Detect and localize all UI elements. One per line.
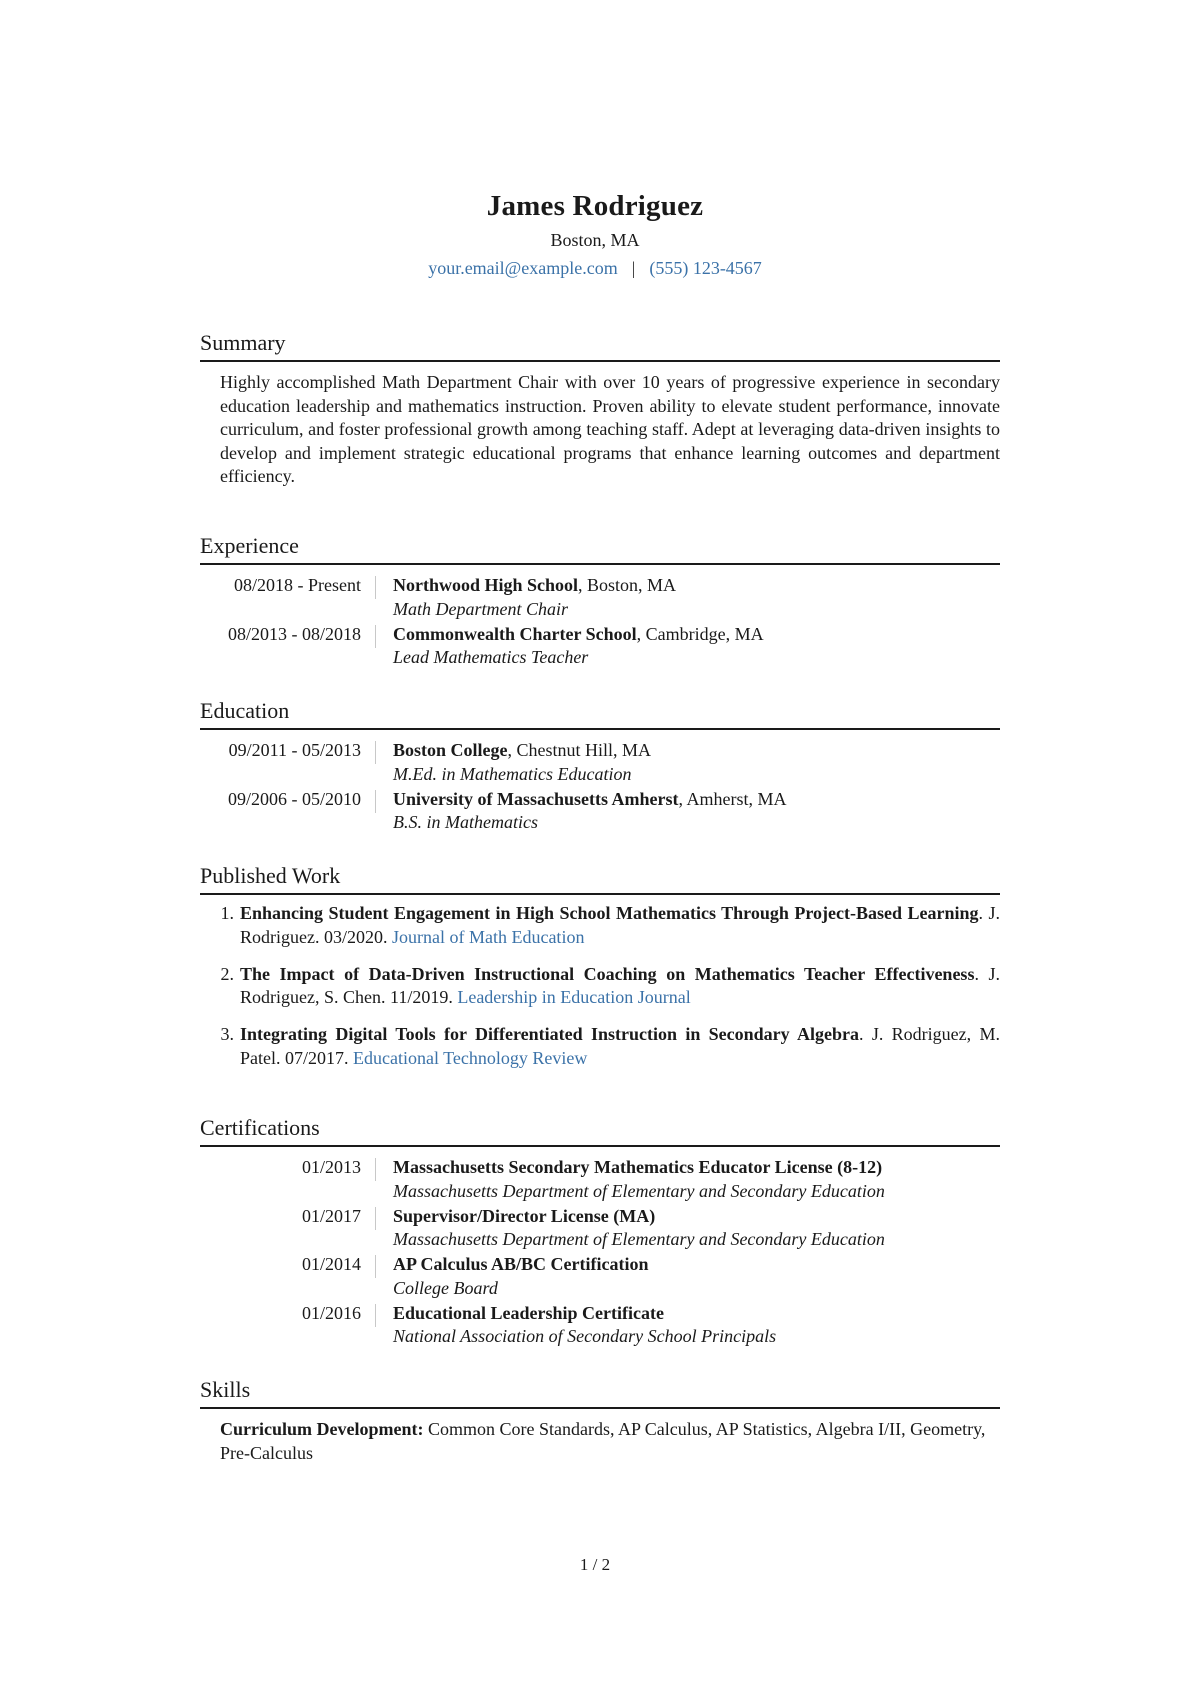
certification-list: [200, 1156, 1000, 1350]
entry-date: 08/2018 - Present: [200, 576, 376, 599]
certification-entry: [200, 1156, 1000, 1205]
role-title: Math Department Chair: [393, 598, 568, 619]
skills-text: [220, 1418, 1010, 1465]
publication-list: [200, 902, 1000, 1084]
certification-issuer: National Association of Secondary School Principals: [393, 1326, 777, 1346]
certification-entry: [200, 1302, 1000, 1351]
education-list: [200, 739, 1000, 836]
publication-title: Integrating Digital Tools for Differentiated Instruction in Secondary Algebra: [240, 1024, 859, 1044]
certification-name: Massachusetts Secondary Mathematics Educator License (8-12): [393, 1157, 883, 1177]
certification-name: AP Calculus AB/BC Certification: [393, 1254, 649, 1274]
certification-entry: [200, 1253, 1000, 1302]
contact-line: [0, 256, 1190, 280]
education-entry: [200, 739, 1000, 788]
certification-name: Supervisor/Director License (MA): [393, 1205, 656, 1226]
institution-name: Boston College: [393, 740, 508, 760]
summary-heading: Summary: [200, 329, 1000, 362]
publication-title: Enhancing Student Engagement in High School Mathematics Through Project-Based Learning: [240, 903, 979, 923]
certification-issuer: Massachusetts Department of Elementary and Secondary Education: [393, 1180, 885, 1201]
resume-header: [0, 188, 1190, 280]
entry-body: [376, 1302, 776, 1351]
publication-number: 2.: [220, 963, 234, 984]
entry-body: [376, 623, 764, 672]
entry-body: [376, 574, 676, 623]
certifications-heading: Certifications: [200, 1114, 1000, 1147]
certification-name: Educational Leadership Certificate: [393, 1302, 664, 1323]
skill-items: Common Core Standards, AP Calculus, AP Statistics, Algebra I/II, Geometry, Pre-Calculus: [220, 1419, 986, 1463]
entry-body: [376, 788, 786, 837]
publication-details: . J. Rodriguez. 03/2020.: [240, 903, 1000, 947]
entry-date: 01/2016: [200, 1304, 376, 1327]
organization-name: Commonwealth Charter School: [393, 623, 637, 644]
experience-list: [200, 574, 1000, 671]
summary-text: Highly accomplished Math Department Chair with over 10 years of progressive experience in secondary education leadership and mathematics instruction. Proven ability to elevate student performance, innovate curriculum, and foster professional growth among teaching staff. Adept at leveraging data-driven insights to develop and implement strategic educational programs that enhance learning outcomes and department efficiency.: [220, 372, 1000, 486]
publication-item: [200, 1023, 1000, 1070]
publication-number: 1.: [220, 903, 234, 923]
institution-location: , Chestnut Hill, MA: [507, 740, 652, 760]
entry-date: 01/2014: [200, 1255, 376, 1278]
organization-name: Northwood High School: [393, 575, 579, 595]
experience-heading: Experience: [200, 532, 1000, 565]
organization-location: , Boston, MA: [578, 575, 677, 595]
publication-item: [200, 902, 1000, 949]
publication-details: . J. Rodriguez, M. Patel. 07/2017.: [240, 1024, 1000, 1068]
experience-entry: [200, 574, 1000, 623]
published-work-heading: Published Work: [200, 862, 1000, 895]
phone-link[interactable]: (555) 123-4567: [649, 258, 762, 278]
email-link[interactable]: your.email@example.com: [428, 258, 618, 278]
entry-date: 01/2017: [200, 1207, 376, 1230]
certification-issuer: Massachusetts Department of Elementary and Secondary Education: [393, 1229, 885, 1249]
education-entry: [200, 788, 1000, 837]
degree: B.S. in Mathematics: [393, 812, 538, 832]
publication-number: 3.: [220, 1024, 234, 1044]
certification-issuer: College Board: [393, 1277, 498, 1298]
contact-separator: |: [631, 258, 636, 278]
skill-category: Curriculum Development:: [220, 1419, 424, 1439]
certification-entry: [200, 1205, 1000, 1254]
entry-body: [376, 739, 651, 788]
degree: M.Ed. in Mathematics Education: [393, 763, 632, 784]
institution-name: University of Massachusetts Amherst: [393, 788, 679, 809]
entry-date: 09/2011 - 05/2013: [200, 741, 376, 764]
entry-date: 09/2006 - 05/2010: [200, 790, 376, 813]
publication-details: . J. Rodriguez, S. Chen. 11/2019.: [240, 963, 1000, 1007]
entry-date: 08/2013 - 08/2018: [200, 625, 376, 648]
journal-link[interactable]: Journal of Math Education: [391, 926, 585, 947]
education-heading: Education: [200, 697, 1000, 730]
institution-location: , Amherst, MA: [678, 788, 787, 809]
entry-body: [376, 1205, 885, 1254]
journal-link[interactable]: Educational Technology Review: [353, 1047, 588, 1068]
skills-heading: Skills: [200, 1376, 1000, 1409]
entry-date: 01/2013: [200, 1158, 376, 1181]
organization-location: , Cambridge, MA: [636, 623, 764, 644]
person-name: James Rodriguez: [486, 190, 704, 222]
publication-item: [200, 963, 1000, 1010]
experience-entry: [200, 623, 1000, 672]
journal-link[interactable]: Leadership in Education Journal: [457, 987, 691, 1007]
role-title: Lead Mathematics Teacher: [393, 647, 589, 667]
location: Boston, MA: [550, 230, 640, 250]
publication-title: The Impact of Data-Driven Instructional Coaching on Mathematics Teacher Effectiveness: [240, 963, 975, 984]
page-number: 1 / 2: [579, 1555, 611, 1574]
entry-body: [376, 1253, 649, 1302]
entry-body: [376, 1156, 885, 1205]
